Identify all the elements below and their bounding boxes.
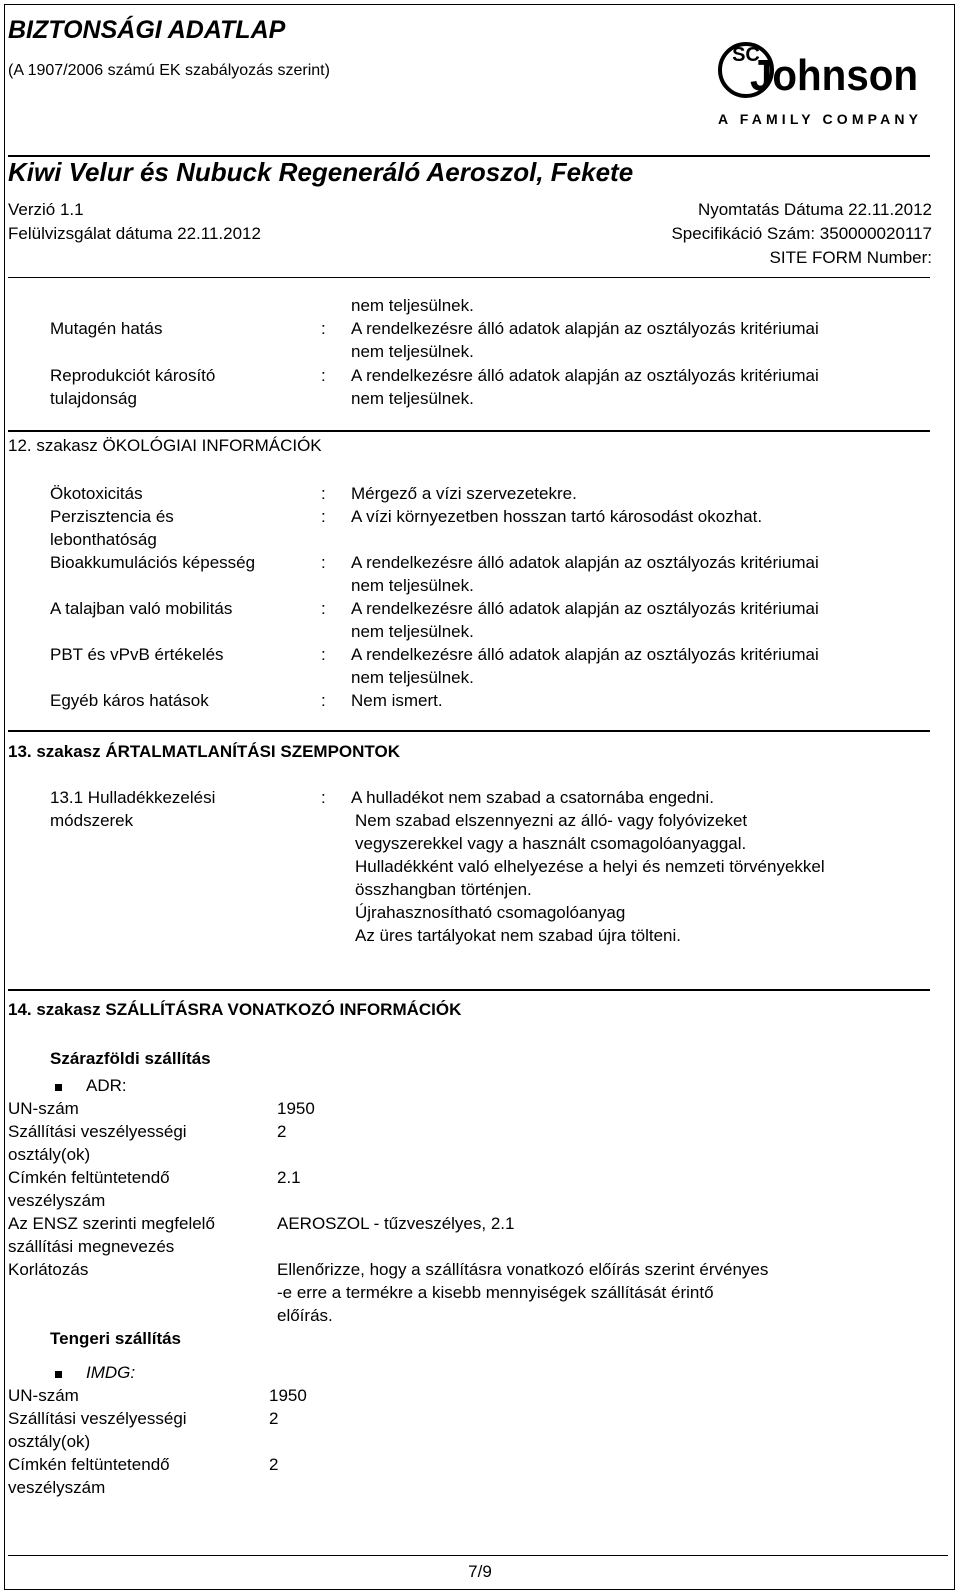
hazard-class-label: Szállítási veszélyességi bbox=[8, 1122, 187, 1141]
hazard-class-label-cont: osztály(ok) bbox=[8, 1432, 91, 1451]
document-title: BIZTONSÁGI ADATLAP bbox=[8, 16, 286, 44]
row-value: A rendelkezésre álló adatok alapján az osztályozás kritériumai bbox=[351, 366, 819, 385]
label-hazard-label-cont: veszélyszám bbox=[8, 1191, 106, 1210]
row-value: A rendelkezésre álló adatok alapján az osztályozás kritériumai bbox=[351, 599, 819, 618]
waste-line: összhangban történjen. bbox=[355, 880, 532, 899]
un-number-value: 1950 bbox=[269, 1386, 307, 1405]
row-value: Nem ismert. bbox=[351, 691, 443, 710]
un-number-label: UN-szám bbox=[8, 1386, 79, 1405]
logo-tagline: A FAMILY COMPANY bbox=[718, 111, 918, 127]
logo-johnson: Johnson bbox=[750, 51, 918, 100]
spec-number: Specifikáció Szám: 350000020117 bbox=[671, 224, 932, 243]
section-12-heading: 12. szakasz ÖKOLÓGIAI INFORMÁCIÓK bbox=[8, 436, 322, 455]
hazard-class-value: 2 bbox=[277, 1122, 287, 1141]
sc-johnson-logo bbox=[718, 28, 938, 128]
hazard-class-label: Szállítási veszélyességi bbox=[8, 1409, 187, 1428]
row-value: A vízi környezetben hosszan tartó károsodást okozhat. bbox=[351, 507, 763, 526]
separator: : bbox=[321, 599, 326, 618]
version: Verzió 1.1 bbox=[8, 200, 84, 219]
waste-line: Az üres tartályokat nem szabad újra tölteni. bbox=[355, 926, 681, 945]
waste-line: Újrahasznosítható csomagolóanyag bbox=[355, 903, 626, 922]
shipping-name-label: Az ENSZ szerinti megfelelő bbox=[8, 1214, 215, 1233]
header-rule bbox=[8, 277, 930, 278]
row-label: Perzisztencia és bbox=[50, 507, 174, 526]
label-hazard-label: Címkén feltüntetendő bbox=[8, 1455, 170, 1474]
row-value-cont: nem teljesülnek. bbox=[351, 342, 474, 361]
separator: : bbox=[321, 788, 326, 807]
site-form-number: SITE FORM Number: bbox=[769, 248, 932, 267]
label-hazard-value: 2.1 bbox=[277, 1168, 301, 1187]
row-value-cont: nem teljesülnek. bbox=[351, 576, 474, 595]
row-value-cont: nem teljesülnek. bbox=[351, 622, 474, 641]
section-12-rule bbox=[8, 430, 930, 432]
label-hazard-value: 2 bbox=[269, 1455, 279, 1474]
regulation-text: (A 1907/2006 számú EK szabályozás szerint) bbox=[8, 62, 330, 79]
revision-date: Felülvizsgálat dátuma 22.11.2012 bbox=[8, 224, 261, 243]
separator: : bbox=[321, 319, 326, 338]
row-value: Mérgező a vízi szervezetekre. bbox=[351, 484, 577, 503]
restriction-line: Ellenőrizze, hogy a szállításra vonatkozó előírás szerint érvényes bbox=[277, 1260, 769, 1279]
row-value: A rendelkezésre álló adatok alapján az osztályozás kritériumai bbox=[351, 553, 819, 572]
separator: : bbox=[321, 366, 326, 385]
un-number-value: 1950 bbox=[277, 1099, 315, 1118]
print-date: Nyomtatás Dátuma 22.11.2012 bbox=[697, 200, 932, 219]
separator: : bbox=[321, 484, 326, 503]
shipping-name-value: AEROSZOL - tűzveszélyes, 2.1 bbox=[277, 1214, 515, 1233]
separator: : bbox=[321, 691, 326, 710]
separator: : bbox=[321, 645, 326, 664]
logo-sc: SC bbox=[732, 44, 760, 66]
row-label: Bioakkumulációs képesség bbox=[50, 553, 256, 572]
row-value-cont: nem teljesülnek. bbox=[351, 389, 474, 408]
row-value-cont: nem teljesülnek. bbox=[351, 668, 474, 687]
row-value: A rendelkezésre álló adatok alapján az osztályozás kritériumai bbox=[351, 645, 819, 664]
label-hazard-label-cont: veszélyszám bbox=[8, 1478, 106, 1497]
adr-label: ADR: bbox=[86, 1076, 127, 1095]
row-label: PBT és vPvB értékelés bbox=[50, 645, 224, 664]
hazard-class-label-cont: osztály(ok) bbox=[8, 1145, 91, 1164]
section-14-rule bbox=[8, 989, 930, 991]
section-14-heading: 14. szakasz SZÁLLÍTÁSRA VONATKOZÓ INFORMÁCIÓK bbox=[8, 1000, 462, 1019]
section-13-heading: 13. szakasz ÁRTALMATLANÍTÁSI SZEMPONTOK bbox=[8, 742, 400, 761]
section-13-rule bbox=[8, 730, 930, 732]
restriction-label: Korlátozás bbox=[8, 1260, 89, 1279]
restriction-line: előírás. bbox=[277, 1306, 333, 1325]
waste-line: vegyszerekkel vagy a használt csomagolóanyaggal. bbox=[355, 834, 747, 853]
row-label-cont: lebonthatóság bbox=[50, 530, 157, 549]
waste-label-cont: módszerek bbox=[50, 811, 134, 830]
row-label: Reprodukciót károsító bbox=[50, 366, 216, 385]
un-number-label: UN-szám bbox=[8, 1099, 79, 1118]
row-label: Mutagén hatás bbox=[50, 319, 163, 338]
waste-label: 13.1 Hulladékkezelési bbox=[50, 788, 216, 807]
imdg-label: IMDG: bbox=[86, 1363, 136, 1382]
separator: : bbox=[321, 507, 326, 526]
waste-line: Nem szabad elszennyezni az álló- vagy folyóvizeket bbox=[355, 811, 748, 830]
bullet-icon bbox=[55, 1084, 62, 1091]
row-label: Ökotoxicitás bbox=[50, 484, 143, 503]
row-value: A rendelkezésre álló adatok alapján az osztályozás kritériumai bbox=[351, 319, 819, 338]
tox-carry-over: nem teljesülnek. bbox=[351, 296, 474, 315]
waste-line: Hulladékként való elhelyezése a helyi és nemzeti törvényekkel bbox=[355, 857, 825, 876]
row-label-cont: tulajdonság bbox=[50, 389, 137, 408]
hazard-class-value: 2 bbox=[269, 1409, 279, 1428]
label-hazard-label: Címkén feltüntetendő bbox=[8, 1168, 170, 1187]
row-label: Egyéb káros hatások bbox=[50, 691, 209, 710]
product-title: Kiwi Velur és Nubuck Regeneráló Aeroszol, Fekete bbox=[8, 157, 634, 187]
row-label: A talajban való mobilitás bbox=[50, 599, 233, 618]
separator: : bbox=[321, 553, 326, 572]
restriction-line: -e erre a termékre a kisebb mennyiségek szállítását érintő bbox=[277, 1283, 714, 1302]
waste-line: A hulladékot nem szabad a csatornába engedni. bbox=[351, 788, 714, 807]
shipping-name-label-cont: szállítási megnevezés bbox=[8, 1237, 175, 1256]
bullet-icon bbox=[55, 1371, 62, 1378]
land-transport-title: Szárazföldi szállítás bbox=[50, 1049, 211, 1068]
page-number: 7/9 bbox=[468, 1562, 492, 1581]
sea-transport-title: Tengeri szállítás bbox=[50, 1329, 182, 1348]
footer-rule bbox=[8, 1555, 948, 1556]
